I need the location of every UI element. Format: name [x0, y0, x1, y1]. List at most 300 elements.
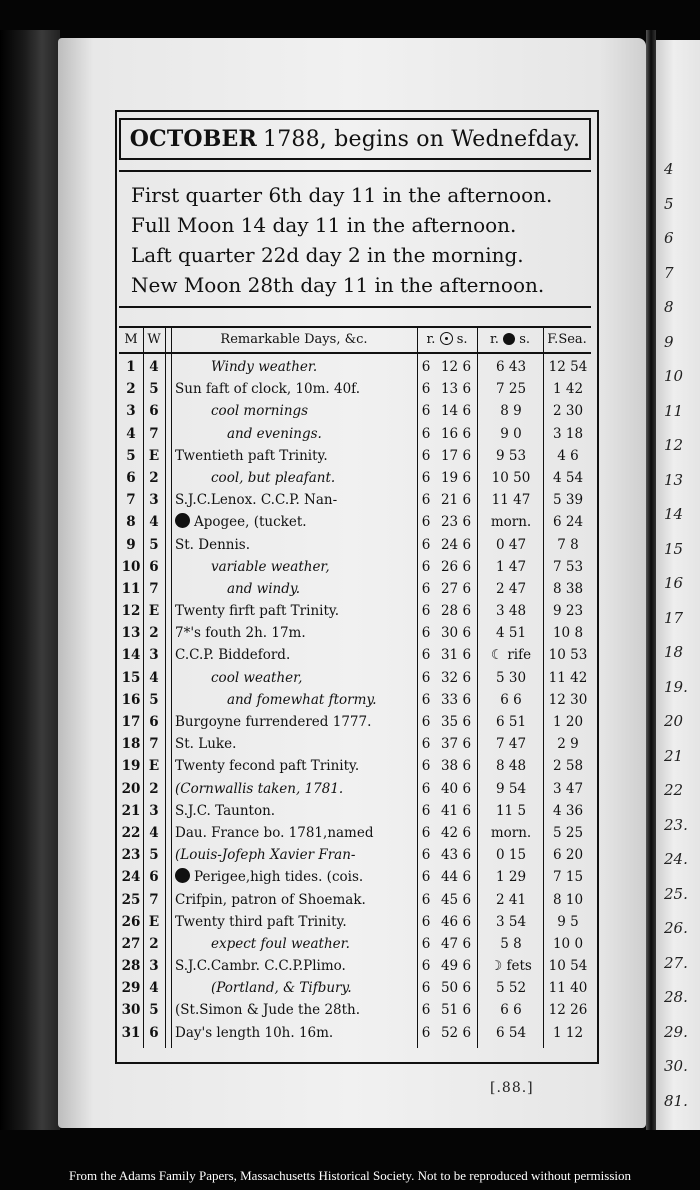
- book-binding-left: [0, 30, 60, 1130]
- remarkable-day-cell: [171, 822, 417, 844]
- margin-note: 10: [664, 367, 684, 385]
- month-day-cell: 26: [121, 913, 141, 930]
- header-moon-set: s.: [519, 332, 530, 347]
- remarkable-day-text: Apogee, (tucket.: [194, 514, 307, 531]
- margin-note: 11: [664, 401, 684, 420]
- header-remarkable-days: Remarkable Days, &c.: [220, 332, 368, 347]
- full-sea-cell: 4 54: [552, 469, 584, 486]
- margin-note: 22: [664, 781, 684, 799]
- month-day-cell: 29: [121, 980, 141, 997]
- remarkable-day-cell: [171, 356, 453, 378]
- moon-rise-set-cell: 3 54: [495, 913, 527, 930]
- remarkable-day-cell: [171, 445, 417, 467]
- month-day-cell: 27: [121, 935, 141, 952]
- table-row: [119, 911, 591, 933]
- header-sun-rise: r.: [426, 332, 436, 347]
- full-sea-cell: 12 26: [548, 1002, 588, 1019]
- remarkable-day-text: (Cornwallis taken, 1781.: [175, 780, 344, 797]
- sun-rise-cell: 6: [421, 1002, 431, 1019]
- week-day-cell: 5: [149, 536, 159, 553]
- week-day-cell: E: [148, 913, 160, 930]
- remarkable-day-text: 7*'s fouth 2h. 17m.: [175, 625, 306, 642]
- sun-set-cell: 46 6: [440, 913, 472, 930]
- remarkable-day-cell: [171, 933, 453, 955]
- full-sea-cell: 2 9: [557, 736, 579, 753]
- remarkable-day-cell: [171, 711, 417, 733]
- page-mark: [.88.]: [490, 1080, 534, 1096]
- archive-credit: From the Adams Family Papers, Massachusetts Historical Society. Not to be reproduced without permission: [68, 1168, 632, 1183]
- margin-note: 18: [664, 643, 684, 661]
- margin-note: 5: [664, 194, 674, 213]
- margin-note: 15: [664, 539, 684, 558]
- margin-note: 27.: [664, 953, 688, 972]
- full-sea-cell: 2 58: [552, 758, 584, 775]
- remarkable-day-cell: [171, 644, 417, 666]
- sun-rise-cell: 6: [421, 625, 431, 642]
- sun-rise-cell: 6: [421, 980, 431, 997]
- full-sea-cell: 3 18: [552, 425, 584, 442]
- table-row: [119, 400, 591, 422]
- moon-rise-set-cell: 1 29: [495, 869, 527, 886]
- month-day-cell: 14: [121, 647, 141, 664]
- week-day-cell: E: [148, 603, 160, 620]
- moon-rise-set-cell: 9 54: [495, 780, 527, 797]
- facing-page: [656, 40, 700, 1130]
- handwritten-margin-notes: [656, 40, 700, 1130]
- remarkable-day-cell: [171, 911, 417, 933]
- sun-set-cell: 12 6: [440, 359, 472, 375]
- sun-set-cell: 47 6: [440, 935, 472, 952]
- sun-rise-cell: 6: [421, 891, 431, 908]
- book-gutter: [646, 30, 656, 1130]
- month-day-cell: 17: [121, 714, 141, 730]
- month-day-cell: 1: [126, 359, 136, 375]
- remarkable-day-cell: [171, 400, 453, 422]
- week-day-cell: 4: [149, 824, 159, 841]
- table-row: [119, 378, 591, 400]
- week-day-cell: 5: [149, 691, 159, 708]
- phase-full-moon: Full Moon 14 day 11 in the afternoon.: [131, 213, 517, 237]
- moon-rise-set-cell: 5 52: [495, 980, 527, 997]
- remarkable-day-text: cool mornings: [211, 403, 309, 420]
- remarkable-day-cell: [171, 778, 417, 800]
- sun-rise-cell: 6: [421, 714, 431, 730]
- full-sea-cell: 4 6: [557, 447, 579, 464]
- sun-rise-cell: 6: [421, 869, 431, 886]
- table-body: [119, 356, 591, 1044]
- sun-set-cell: 43 6: [440, 847, 472, 864]
- remarkable-day-cell: [171, 733, 417, 755]
- title-rest: 1788, begins on Wednefday.: [263, 126, 581, 152]
- remarkable-day-text: Crifpin, patron of Shoemak.: [175, 891, 366, 908]
- remarkable-day-text: cool, but pleafant.: [211, 469, 336, 486]
- remarkable-day-cell: [171, 800, 417, 822]
- table-row: [119, 999, 591, 1021]
- sun-rise-cell: 6: [421, 913, 431, 930]
- remarkable-day-text: S.J.C.Lenox. C.C.P. Nan-: [175, 492, 338, 509]
- sun-set-cell: 21 6: [440, 492, 472, 509]
- sun-rise-cell: 6: [421, 824, 431, 841]
- sun-set-cell: 26 6: [440, 558, 472, 575]
- table-row: [119, 489, 591, 511]
- sun-rise-cell: 6: [421, 780, 431, 797]
- remarkable-day-text: Windy weather.: [211, 359, 318, 375]
- remarkable-day-cell: [171, 866, 417, 888]
- full-sea-cell: 9 23: [552, 603, 584, 620]
- moon-rise-set-cell: 7 25: [495, 381, 527, 398]
- moon-rise-set-cell: 2 41: [495, 891, 527, 908]
- sun-rise-cell: 6: [421, 1024, 431, 1041]
- remarkable-day-cell: [171, 667, 453, 689]
- table-row: [119, 534, 591, 556]
- moon-rise-set-cell: 10 50: [491, 469, 531, 486]
- week-day-cell: 2: [149, 780, 159, 797]
- month-day-cell: 20: [121, 780, 141, 797]
- sun-set-cell: 52 6: [440, 1024, 472, 1041]
- sun-rise-cell: 6: [421, 958, 431, 975]
- table-row: [119, 933, 591, 955]
- sun-set-cell: 13 6: [440, 381, 472, 398]
- sun-rise-cell: 6: [421, 403, 431, 420]
- table-row: [119, 423, 591, 445]
- table-row: [119, 866, 591, 888]
- full-sea-cell: 5 25: [552, 824, 584, 841]
- week-day-cell: E: [148, 447, 160, 464]
- remarkable-day-cell: [171, 489, 417, 511]
- full-sea-cell: 6 20: [552, 847, 584, 864]
- moon-rise-set-cell: 6 54: [495, 1024, 527, 1041]
- month-day-cell: 11: [121, 580, 141, 597]
- moon-rise-set-cell: 3 48: [495, 603, 527, 620]
- remarkable-day-cell: [171, 534, 417, 556]
- margin-note: 30.: [664, 1057, 688, 1075]
- sun-set-cell: 49 6: [440, 958, 472, 975]
- sun-rise-cell: 6: [421, 691, 431, 708]
- remarkable-day-text: S.J.C.Cambr. C.C.P.Plimo.: [175, 958, 346, 975]
- month-day-cell: 6: [126, 469, 136, 486]
- week-day-cell: 6: [149, 869, 159, 886]
- sun-set-cell: 38 6: [440, 758, 472, 775]
- month-day-cell: 9: [126, 536, 136, 553]
- month-day-cell: 19: [121, 758, 141, 775]
- calendar-table: [119, 326, 591, 1048]
- full-sea-cell: 11 42: [548, 669, 588, 686]
- table-row: [119, 689, 591, 711]
- sun-rise-cell: 6: [421, 425, 431, 442]
- header-full-sea: F.Sea.: [547, 332, 587, 347]
- moon-rise-set-cell: 0 15: [495, 847, 527, 864]
- phase-new-moon: New Moon 28th day 11 in the afternoon.: [131, 273, 545, 297]
- table-row: [119, 778, 591, 800]
- margin-note: 13: [664, 470, 684, 489]
- sun-rise-cell: 6: [421, 935, 431, 952]
- remarkable-day-cell: [171, 977, 453, 999]
- month-day-cell: 13: [121, 625, 141, 642]
- remarkable-day-text: and windy.: [227, 580, 301, 597]
- sun-rise-cell: 6: [421, 514, 431, 531]
- moon-rise-set-cell: 6 51: [495, 714, 527, 730]
- moon-rise-set-cell: 8 9: [500, 403, 522, 420]
- margin-note: 81.: [664, 1091, 688, 1110]
- table-row: [119, 733, 591, 755]
- remarkable-day-text: C.C.P. Biddeford.: [175, 647, 291, 664]
- margin-note: 28.: [664, 988, 688, 1006]
- remarkable-day-text: (St.Simon & Jude the 28th.: [175, 1002, 361, 1019]
- month-day-cell: 31: [121, 1024, 141, 1041]
- table-row: [119, 556, 591, 578]
- month-day-cell: 12: [121, 603, 141, 620]
- week-day-cell: 4: [149, 980, 159, 997]
- full-sea-cell: 8 10: [552, 891, 584, 908]
- sun-set-cell: 32 6: [440, 669, 472, 686]
- header-sun-set: s.: [456, 332, 468, 347]
- sun-set-cell: 35 6: [440, 714, 472, 730]
- header-week-day: W: [147, 332, 161, 347]
- moon-rise-set-cell: ☾ rife: [490, 647, 532, 664]
- week-day-cell: E: [148, 758, 160, 775]
- month-day-cell: 30: [121, 1002, 141, 1019]
- sun-set-cell: 24 6: [440, 536, 472, 553]
- full-sea-cell: 10 54: [548, 958, 588, 975]
- month-day-cell: 16: [121, 691, 141, 708]
- moon-rise-set-cell: 2 47: [495, 580, 527, 597]
- margin-note: 17: [664, 608, 684, 627]
- margin-note: 19.: [664, 677, 688, 696]
- sun-set-cell: 44 6: [440, 869, 472, 886]
- week-day-cell: 4: [149, 669, 159, 686]
- table-row: [119, 511, 591, 533]
- header-month-day: M: [124, 332, 138, 347]
- full-sea-cell: 1 20: [552, 714, 584, 730]
- sun-set-cell: 33 6: [440, 691, 472, 708]
- table-row: [119, 644, 591, 666]
- margin-note: 16: [664, 574, 684, 592]
- table-row: [119, 955, 591, 977]
- table-row: [119, 622, 591, 644]
- month-day-cell: 4: [126, 425, 136, 442]
- sun-rise-cell: 6: [421, 558, 431, 575]
- moon-rise-set-cell: 4 51: [495, 625, 527, 642]
- moon-rise-set-cell: 0 47: [495, 536, 527, 553]
- sun-rise-cell: 6: [421, 447, 431, 464]
- week-day-cell: 6: [149, 403, 159, 420]
- table-row: [119, 445, 591, 467]
- remarkable-day-cell: [171, 755, 417, 777]
- month-day-cell: 3: [126, 403, 136, 420]
- margin-note: 8: [664, 298, 674, 316]
- table-row: [119, 578, 591, 600]
- margin-note: 7: [664, 263, 674, 282]
- remarkable-day-text: cool weather,: [211, 669, 303, 686]
- phase-last-quarter: Laft quarter 22d day 2 in the morning.: [131, 243, 524, 267]
- sun-rise-cell: 6: [421, 847, 431, 864]
- full-sea-cell: 8 38: [552, 580, 584, 597]
- sun-rise-cell: 6: [421, 492, 431, 509]
- margin-note: 12: [664, 436, 684, 454]
- month-day-cell: 8: [126, 514, 136, 531]
- remarkable-day-text: Dau. France bo. 1781,named: [175, 824, 374, 841]
- moon-rise-set-cell: morn.: [490, 824, 532, 841]
- table-row: [119, 1022, 591, 1044]
- sun-set-cell: 14 6: [440, 403, 472, 420]
- sun-set-cell: 37 6: [440, 736, 472, 753]
- moon-rise-set-cell: 11 5: [495, 802, 527, 819]
- sun-set-cell: 50 6: [440, 980, 472, 997]
- sun-set-cell: 42 6: [440, 824, 472, 841]
- week-day-cell: 3: [149, 647, 159, 664]
- sun-rise-cell: 6: [421, 580, 431, 597]
- moon-rise-set-cell: 5 30: [495, 669, 527, 686]
- remarkable-day-text: Twenty firft paft Trinity.: [175, 603, 340, 620]
- sun-set-cell: 28 6: [440, 603, 472, 620]
- table-row: [119, 844, 591, 866]
- remarkable-day-text: (Portland, & Tifbury.: [211, 980, 352, 997]
- header-moon-rise: r.: [489, 332, 499, 347]
- month-day-cell: 15: [121, 669, 141, 686]
- week-day-cell: 7: [149, 425, 159, 442]
- full-sea-cell: 5 39: [552, 492, 584, 509]
- remarkable-day-cell: [171, 999, 417, 1021]
- month-day-cell: 21: [121, 802, 141, 819]
- week-day-cell: 5: [149, 1002, 159, 1019]
- header-moon: [477, 328, 543, 352]
- remarkable-day-cell: [171, 378, 417, 400]
- moon-rise-set-cell: ☽ fets: [490, 958, 532, 975]
- remarkable-day-text: and evenings.: [227, 425, 322, 442]
- moon-rise-set-cell: 1 47: [495, 558, 527, 575]
- remarkable-day-text: Perigee,high tides. (cois.: [194, 869, 364, 886]
- full-sea-cell: 10 0: [552, 935, 584, 952]
- margin-note: 4: [664, 160, 674, 178]
- table-row: [119, 667, 591, 689]
- sun-rise-cell: 6: [421, 669, 431, 686]
- week-day-cell: 2: [149, 469, 159, 486]
- week-day-cell: 7: [149, 736, 159, 753]
- moon-phases: [119, 170, 591, 308]
- sun-set-cell: 16 6: [440, 425, 472, 442]
- margin-note: 23.: [664, 815, 688, 834]
- table-row: [119, 889, 591, 911]
- full-sea-cell: 10 8: [552, 625, 584, 642]
- month-day-cell: 25: [121, 891, 141, 908]
- table-header: [119, 326, 591, 354]
- full-sea-cell: 12 54: [548, 359, 588, 375]
- full-sea-cell: 11 40: [548, 980, 588, 997]
- sun-rise-cell: 6: [421, 603, 431, 620]
- margin-note: 6: [664, 229, 674, 247]
- week-day-cell: 5: [149, 381, 159, 398]
- moon-rise-set-cell: 11 47: [491, 492, 531, 509]
- sun-rise-cell: 6: [421, 647, 431, 664]
- week-day-cell: 6: [149, 1024, 159, 1041]
- week-day-cell: 2: [149, 935, 159, 952]
- remarkable-day-cell: [171, 600, 417, 622]
- sun-icon: [440, 332, 453, 345]
- month-day-cell: 18: [121, 736, 141, 753]
- full-sea-cell: 2 30: [552, 403, 584, 420]
- remarkable-day-cell: [171, 955, 417, 977]
- full-sea-cell: 1 12: [552, 1024, 584, 1041]
- table-row: [119, 977, 591, 999]
- week-day-cell: 3: [149, 492, 159, 509]
- remarkable-day-cell: [171, 844, 417, 866]
- full-sea-cell: 10 53: [548, 647, 588, 664]
- remarkable-day-text: variable weather,: [211, 558, 330, 575]
- remarkable-day-text: and fomewhat ftormy.: [227, 691, 377, 708]
- sun-set-cell: 41 6: [440, 802, 472, 819]
- week-day-cell: 6: [149, 558, 159, 575]
- sun-set-cell: 31 6: [440, 647, 472, 664]
- sun-set-cell: 23 6: [440, 514, 472, 531]
- month-day-cell: 2: [126, 381, 136, 398]
- moon-rise-set-cell: 7 47: [495, 736, 527, 753]
- moon-rise-set-cell: 6 43: [495, 359, 527, 375]
- margin-note: 29.: [664, 1022, 688, 1041]
- moon-rise-set-cell: 5 8: [500, 935, 522, 952]
- margin-note: 9: [664, 332, 674, 351]
- full-sea-cell: 1 42: [552, 381, 584, 398]
- sun-set-cell: 19 6: [440, 469, 472, 486]
- full-sea-cell: 4 36: [552, 802, 584, 819]
- month-day-cell: 28: [121, 958, 141, 975]
- table-row: [119, 711, 591, 733]
- table-row: [119, 755, 591, 777]
- week-day-cell: 3: [149, 958, 159, 975]
- full-sea-cell: 7 53: [552, 558, 584, 575]
- full-sea-cell: 6 24: [552, 514, 584, 531]
- title-month: OCTOBER: [129, 126, 258, 152]
- remarkable-day-text: (Louis-Jofeph Xavier Fran-: [175, 847, 356, 864]
- full-sea-cell: 3 47: [552, 780, 584, 797]
- sun-set-cell: 30 6: [440, 625, 472, 642]
- new-moon-icon: [175, 513, 190, 528]
- week-day-cell: 4: [149, 359, 159, 375]
- sun-rise-cell: 6: [421, 802, 431, 819]
- moon-rise-set-cell: 9 53: [495, 447, 527, 464]
- full-sea-cell: 9 5: [557, 913, 579, 930]
- moon-rise-set-cell: morn.: [490, 514, 532, 531]
- remarkable-day-cell: [171, 467, 453, 489]
- table-row: [119, 800, 591, 822]
- sun-set-cell: 17 6: [440, 447, 472, 464]
- margin-note: 20: [664, 712, 684, 730]
- margin-note: 21: [664, 746, 684, 765]
- moon-rise-set-cell: 8 48: [495, 758, 527, 775]
- margin-note: 14: [664, 505, 684, 523]
- moon-rise-set-cell: 6 6: [500, 1002, 522, 1019]
- week-day-cell: 2: [149, 625, 159, 642]
- margin-note: 24.: [664, 850, 688, 868]
- remarkable-day-cell: [171, 1022, 417, 1044]
- week-day-cell: 7: [149, 891, 159, 908]
- margin-note: 25.: [664, 884, 688, 903]
- phase-first-quarter: First quarter 6th day 11 in the afternoon.: [131, 183, 553, 207]
- remarkable-day-text: Day's length 10h. 16m.: [175, 1024, 334, 1041]
- remarkable-day-text: Twentieth paft Trinity.: [175, 447, 328, 464]
- table-row: [119, 822, 591, 844]
- remarkable-day-cell: [171, 556, 453, 578]
- week-day-cell: 5: [149, 847, 159, 864]
- remarkable-day-text: Twenty third paft Trinity.: [175, 913, 347, 930]
- week-day-cell: 6: [149, 714, 159, 730]
- remarkable-day-text: Burgoyne furrendered 1777.: [175, 714, 372, 730]
- sun-rise-cell: 6: [421, 359, 431, 375]
- sun-set-cell: 27 6: [440, 580, 472, 597]
- month-day-cell: 22: [121, 824, 141, 841]
- sun-rise-cell: 6: [421, 381, 431, 398]
- month-day-cell: 7: [126, 492, 136, 509]
- table-row: [119, 600, 591, 622]
